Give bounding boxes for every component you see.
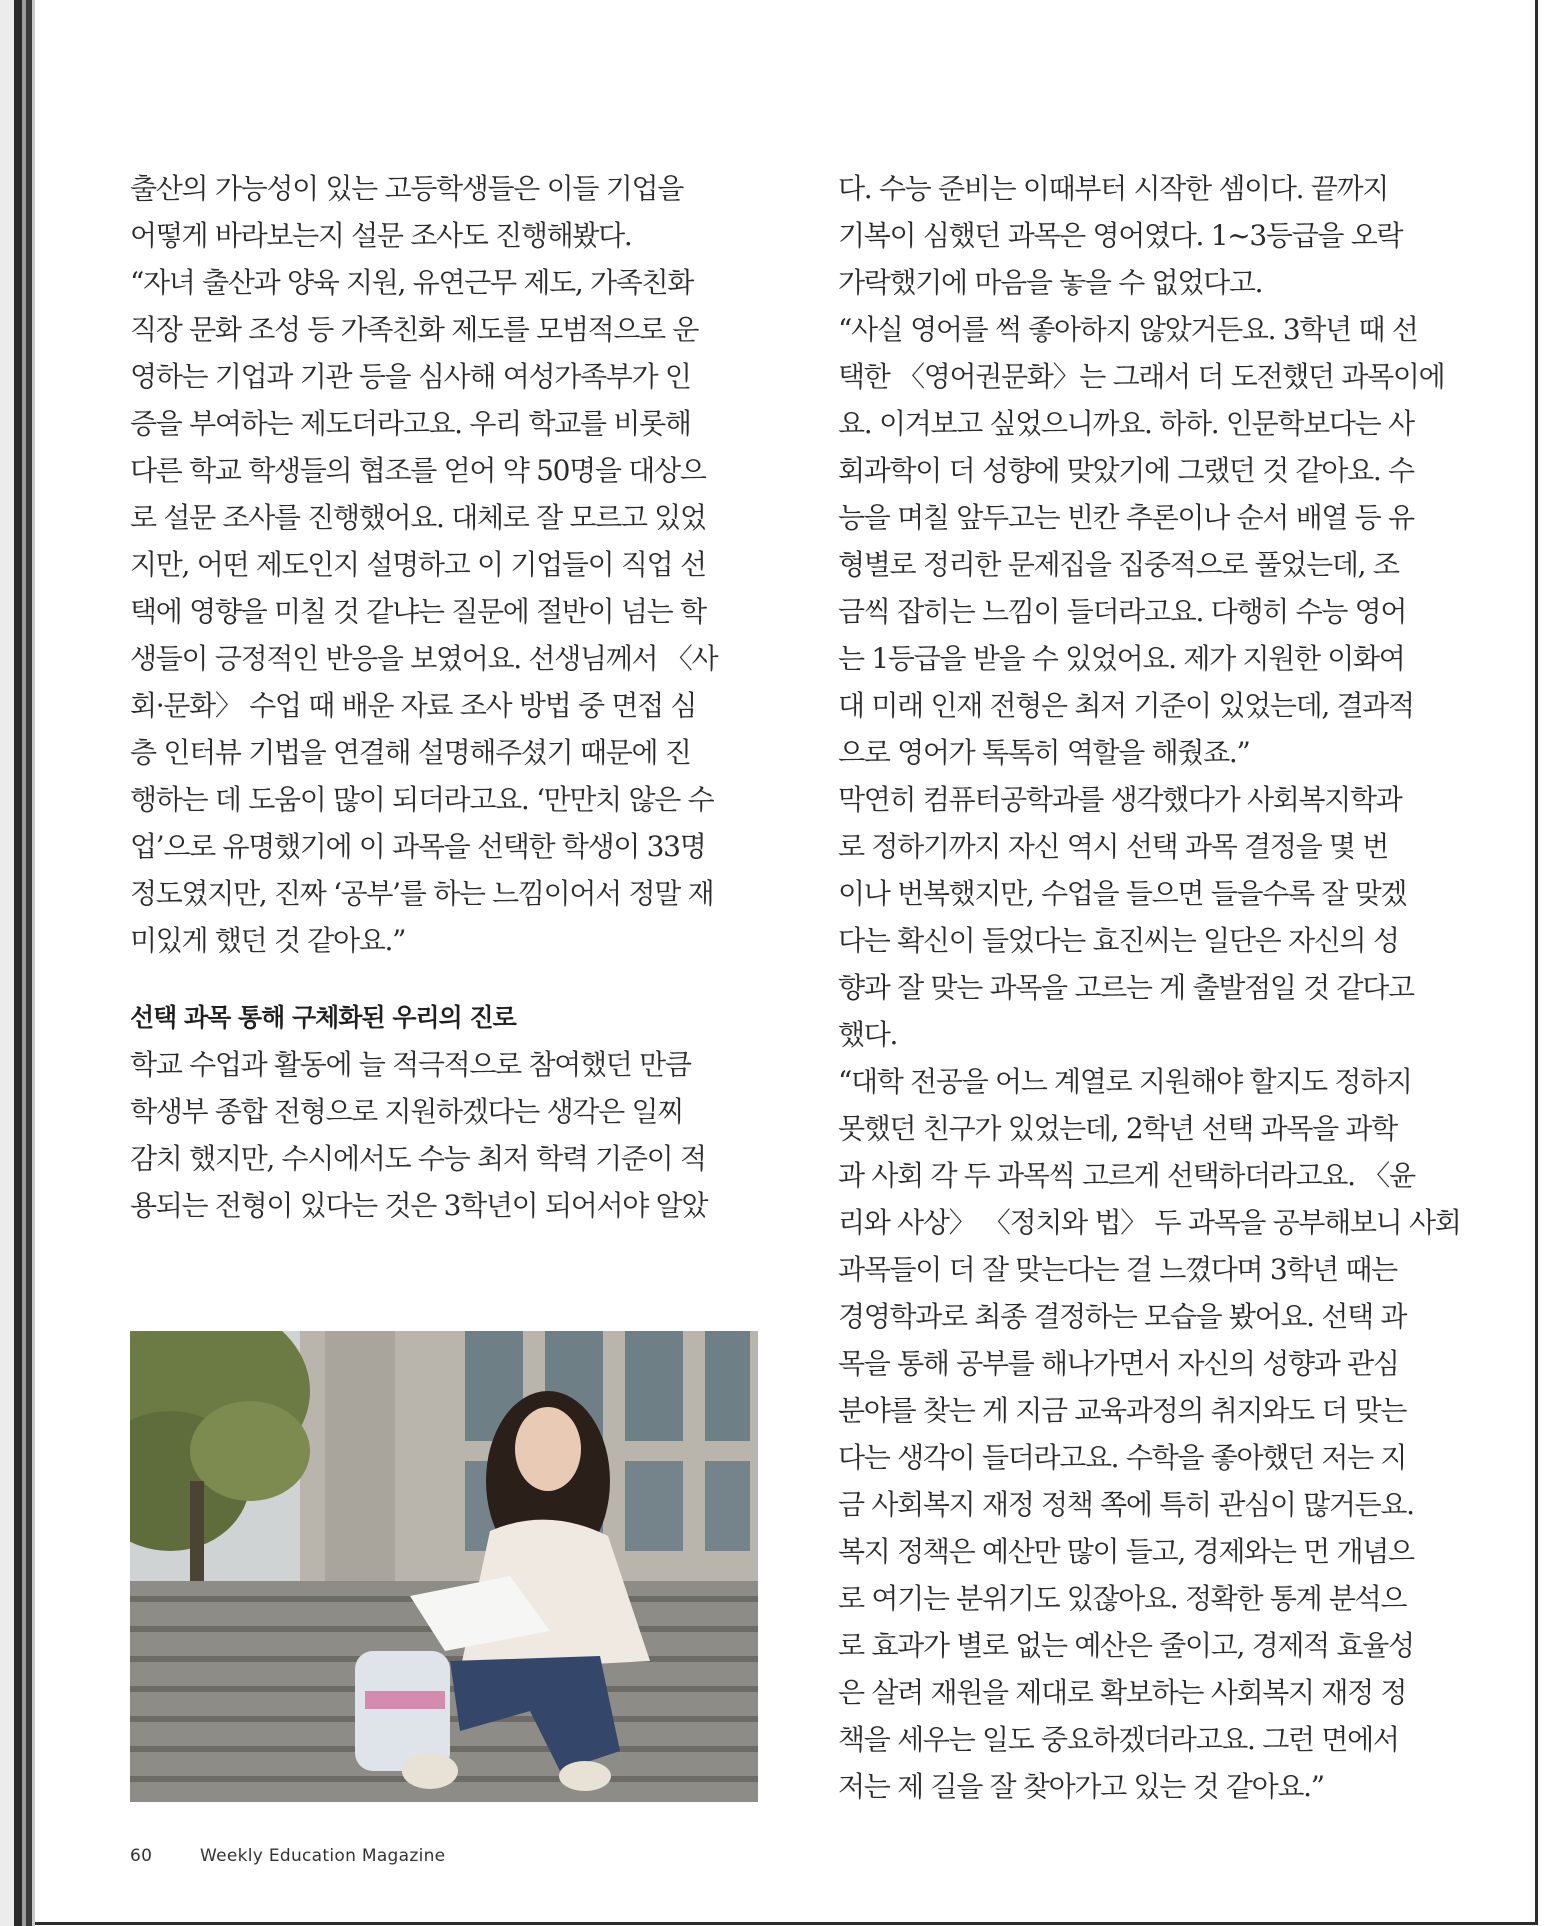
text-line: 대 미래 인재 전형은 최저 기준이 있었는데, 결과적 xyxy=(838,689,1414,722)
left-paragraph-block xyxy=(130,165,718,964)
left-paragraph-block-2 xyxy=(130,1041,708,1229)
text-line: 은 살려 재원을 제대로 확보하는 사회복지 재정 정 xyxy=(838,1676,1407,1709)
text-line: “자녀 출산과 양육 지원, 유연근무 제도, 가족친화 xyxy=(130,266,694,299)
text-line: “사실 영어를 썩 좋아하지 않았거든요. 3학년 때 선 xyxy=(838,313,1418,346)
text-line: 능을 며칠 앞두고는 빈칸 추론이나 순서 배열 등 유 xyxy=(838,501,1414,534)
text-line: 다는 생각이 들더라고요. 수학을 좋아했던 저는 지 xyxy=(838,1441,1407,1474)
text-line: 로 정하기까지 자신 역시 선택 과목 결정을 몇 번 xyxy=(838,830,1389,863)
text-line: 다른 학교 학생들의 협조를 얻어 약 50명을 대상으 xyxy=(130,454,706,487)
text-line: 금씩 잡히는 느낌이 들더라고요. 다행히 수능 영어 xyxy=(838,595,1407,628)
page-edge xyxy=(14,0,22,1926)
student-photo xyxy=(130,1331,758,1802)
text-line: 으로 영어가 톡톡히 역할을 해줬죠.” xyxy=(838,736,1250,769)
text-line: 기복이 심했던 과목은 영어였다. 1~3등급을 오락 xyxy=(838,219,1403,252)
page-number: 60 xyxy=(130,1846,153,1866)
text-line: 학생부 종합 전형으로 지원하겠다는 생각은 일찌 xyxy=(130,1095,683,1128)
text-line: 책을 세우는 일도 중요하겠더라고요. 그런 면에서 xyxy=(838,1723,1399,1756)
text-line: 금 사회복지 재정 정책 쪽에 특히 관심이 많거든요. xyxy=(838,1488,1414,1521)
text-line: 요. 이겨보고 싶었으니까요. 하하. 인문학보다는 사 xyxy=(838,407,1414,440)
text-line: 생들이 긍정적인 반응을 보였어요. 선생님께서 〈사 xyxy=(130,642,718,675)
text-line: 다. 수능 준비는 이때부터 시작한 셈이다. 끝까지 xyxy=(838,172,1389,205)
text-line: 학교 수업과 활동에 늘 적극적으로 참여했던 만큼 xyxy=(130,1048,691,1081)
text-line: 경영학과로 최종 결정하는 모습을 봤어요. 선택 과 xyxy=(838,1300,1407,1333)
text-line: 택에 영향을 미칠 것 같냐는 질문에 절반이 넘는 학 xyxy=(130,595,706,628)
left-text-column xyxy=(130,165,718,1229)
text-line: 못했던 친구가 있었는데, 2학년 선택 과목을 과학 xyxy=(838,1112,1397,1145)
text-line: 형별로 정리한 문제집을 집중적으로 풀었는데, 조 xyxy=(838,548,1399,581)
text-line: 정도였지만, 진짜 ‘공부’를 하는 느낌이어서 정말 재 xyxy=(130,877,714,910)
text-line: 행하는 데 도움이 많이 되더라고요. ‘만만치 않은 수 xyxy=(130,783,714,816)
section-heading: 선택 과목 통해 구체화된 우리의 진로 xyxy=(130,1003,516,1032)
text-line: “대학 전공을 어느 계열로 지원해야 할지도 정하지 xyxy=(838,1065,1412,1098)
text-line: 막연히 컴퓨터공학과를 생각했다가 사회복지학과 xyxy=(838,783,1402,816)
text-line: 층 인터뷰 기법을 연결해 설명해주셨기 때문에 진 xyxy=(130,736,691,769)
text-line: 했다. xyxy=(838,1018,898,1051)
right-paragraph-block xyxy=(838,165,1461,1810)
text-line: 과목들이 더 잘 맞는다는 걸 느꼈다며 3학년 때는 xyxy=(838,1253,1397,1286)
page-edge xyxy=(0,0,14,1926)
text-line: 어떻게 바라보는지 설문 조사도 진행해봤다. xyxy=(130,219,632,252)
text-line: 증을 부여하는 제도더라고요. 우리 학교를 비롯해 xyxy=(130,407,691,440)
text-line: 영하는 기업과 기관 등을 심사해 여성가족부가 인 xyxy=(130,360,691,393)
text-line: 업’으로 유명했기에 이 과목을 선택한 학생이 33명 xyxy=(130,830,706,863)
text-line: 직장 문화 조성 등 가족친화 제도를 모범적으로 운 xyxy=(130,313,699,346)
text-line: 회과학이 더 성향에 맞았기에 그랬던 것 같아요. 수 xyxy=(838,454,1414,487)
text-line: 목을 통해 공부를 해나가면서 자신의 성향과 관심 xyxy=(838,1347,1399,1380)
text-line: 리와 사상〉 〈정치와 법〉 두 과목을 공부해보니 사회 xyxy=(838,1206,1461,1239)
page-footer xyxy=(130,1846,445,1866)
right-text-column xyxy=(838,165,1461,1810)
text-line: 로 여기는 분위기도 있잖아요. 정확한 통계 분석으 xyxy=(838,1582,1407,1615)
text-line: 이나 번복했지만, 수업을 들으면 들을수록 잘 맞겠 xyxy=(838,877,1407,910)
text-line: 는 1등급을 받을 수 있었어요. 제가 지원한 이화여 xyxy=(838,642,1405,675)
magazine-title: Weekly Education Magazine xyxy=(199,1846,446,1866)
text-line: 향과 잘 맞는 과목을 고르는 게 출발점일 것 같다고 xyxy=(838,971,1414,1004)
text-line: 택한 〈영어권문화〉는 그래서 더 도전했던 과목이에 xyxy=(838,360,1445,393)
text-line: 분야를 찾는 게 지금 교육과정의 취지와도 더 맞는 xyxy=(838,1394,1407,1427)
text-line: 용되는 전형이 있다는 것은 3학년이 되어서야 알았 xyxy=(130,1189,708,1222)
text-line: 복지 정책은 예산만 많이 들고, 경제와는 먼 개념으 xyxy=(838,1535,1414,1568)
text-line: 출산의 가능성이 있는 고등학생들은 이들 기업을 xyxy=(130,172,683,205)
text-line: 로 효과가 별로 없는 예산은 줄이고, 경제적 효율성 xyxy=(838,1629,1414,1662)
text-line: 지만, 어떤 제도인지 설명하고 이 기업들이 직업 선 xyxy=(130,548,706,581)
text-line: 감치 했지만, 수시에서도 수능 최저 학력 기준이 적 xyxy=(130,1142,706,1175)
text-line: 다는 확신이 들었다는 효진씨는 일단은 자신의 성 xyxy=(838,924,1399,957)
text-line: 가락했기에 마음을 놓을 수 없었다고. xyxy=(838,266,1263,299)
text-line: 과 사회 각 두 과목씩 고르게 선택하더라고요. 〈윤 xyxy=(838,1159,1415,1192)
text-line: 미있게 했던 것 같아요.” xyxy=(130,924,406,957)
text-line: 회·문화〉 수업 때 배운 자료 조사 방법 중 면접 심 xyxy=(130,689,697,722)
text-line: 로 설문 조사를 진행했어요. 대체로 잘 모르고 있었 xyxy=(130,501,706,534)
text-line: 저는 제 길을 잘 찾아가고 있는 것 같아요.” xyxy=(838,1770,1324,1803)
